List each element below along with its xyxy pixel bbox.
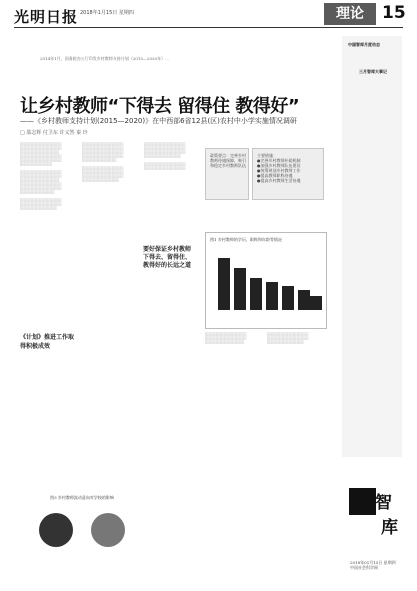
footer-text: 2018年01月15日 星期四 中国社会科学网 — [350, 560, 396, 570]
sidebar-title: 中国智库月度动态 — [348, 42, 380, 47]
measures-list — [257, 153, 301, 183]
pie-left — [39, 513, 73, 547]
bar-7 — [310, 296, 322, 310]
header-rule — [14, 27, 403, 28]
measure-item: ●统筹规划乡村教师工作 — [257, 168, 301, 173]
sidebar-heading: 三月智库大事记 — [359, 69, 387, 74]
section-label: 理论 — [324, 3, 376, 25]
article-authors: □ 邬志辉 付卫东 许义然 秦 玲 — [20, 130, 88, 136]
zhiku-logo: 智 — [375, 493, 392, 513]
article-column-3 — [144, 142, 202, 480]
info-box-right — [252, 148, 324, 200]
column-2-text: ░░░░░░░░░░░░░░░░░░ ░░░░░░░░░░░░░░░░░░ ░░░░░░░░░░░░░░░░░░ ░░░░░░░░░░░░░░░░░░ ░░░░░░░░░░░░░░░ ░░░░░░░░░░░░░░░░░░ ░░░░░░░░░░░░░░░░░░ ░░░░░░░░░░░░░░░░░░ ░░░░░░░░░░░░░░░░ — [82, 142, 124, 182]
pull-quote: 要好保证乡村教师下得去、留得住、教得好的长远之道 — [143, 246, 192, 269]
measure-item: ●提高乡村教师生活待遇 — [257, 178, 301, 183]
article-subtitle: ——《乡村教师支持计划(2015—2020)》在中西部6省12县(区)农村中小学实施情况调研 — [20, 117, 297, 125]
measure-item: ●加强乡村教师队伍建设 — [257, 163, 301, 168]
column-3-text: ░░░░░░░░░░░░░░░░░░ ░░░░░░░░░░░░░░░░░░ ░░░░░░░░░░░░░░░░░░ ░░░░░░░░░░░░░░░░ ░░░░░░░░░░░░░░░░░░ ░░░░░░░░░░░░░░░░░░ — [144, 142, 186, 170]
measure-item: ●提高教师职称待遇 — [257, 173, 293, 178]
figure-title: 图1 乡村教师的学历、职称和年龄等情况 — [210, 237, 282, 242]
info-box-left-text: 政策要点：完善乡村教师待遇保障，吸引和稳定乡村教师队伍 — [210, 153, 246, 168]
column-4-text: ░░░░░░░░░░░░░░░░░░ ░░░░░░░░░░░░░░░░░░ ░░░░░░░░░░░░░░░░░ — [205, 332, 247, 344]
bar-4 — [266, 282, 278, 310]
header-meta: 2018年1月15日 星期四 — [80, 10, 134, 16]
zhiku-logo-second: 库 — [381, 518, 398, 538]
column-5-text: ░░░░░░░░░░░░░░░░░░ ░░░░░░░░░░░░░░░░░░ ░░░░░░░░░░░░░░░░ — [267, 332, 309, 344]
article-column-5 — [267, 332, 325, 562]
sidebar — [342, 36, 402, 457]
measure-item: ●完善乡村教师补助机制 — [257, 158, 301, 163]
bar-6 — [298, 290, 310, 310]
article-column-4 — [205, 332, 263, 562]
bar-figure — [205, 232, 327, 329]
column-1-text: ░░░░░░░░░░░░░░░░░░ ░░░░░░░░░░░░░░░░░░ ░░░░░░░░░░░░░░░░░ ░░░░░░░░░░░░░░░░░░ ░░░░░░░░░░░░░░░░░░ ░░░░░░░░░░░░░░ ░░░░░░░░░░░░░░░░░░ ░░░░░░░░░░░░░░░░░░ ░░░░░░░░░░░░░░░░░ ░░░░░░░░░░░░░░░░░░ ░░░░░░░░░░░░░░░░░░ ░░░░░░░░░░░░░░░ ░░░░░░░░░░░░░░░░░░ ░░░░░░░░░░░░░░░░░░ ░░░░░░░░░░░░░░░░ — [20, 142, 62, 210]
article-column-1 — [20, 142, 78, 480]
pie-figure — [27, 495, 137, 565]
masthead: 光明日报 — [14, 8, 79, 26]
section-heading-1: 《计划》推进工作取得积极成效 — [20, 334, 75, 350]
info-box-left — [205, 148, 249, 200]
bar-1 — [218, 258, 230, 310]
qr-code — [349, 488, 376, 515]
page-number: 15 — [382, 3, 406, 23]
article-title: 让乡村教师“下得去 留得住 教得好” — [20, 96, 300, 117]
pie-title: 图3 乡村教师流动意向对学校的影响 — [50, 495, 114, 500]
article-column-2 — [82, 142, 140, 480]
bar-3 — [250, 278, 262, 310]
pie-right — [91, 513, 125, 547]
intro-paragraph: 2014年1月，国务院办公厅印发乡村教师支持计划（2015—2020年）... — [40, 56, 169, 61]
measures-title: 主要措施： — [257, 153, 277, 158]
bar-2 — [234, 268, 246, 310]
bar-5 — [282, 286, 294, 310]
